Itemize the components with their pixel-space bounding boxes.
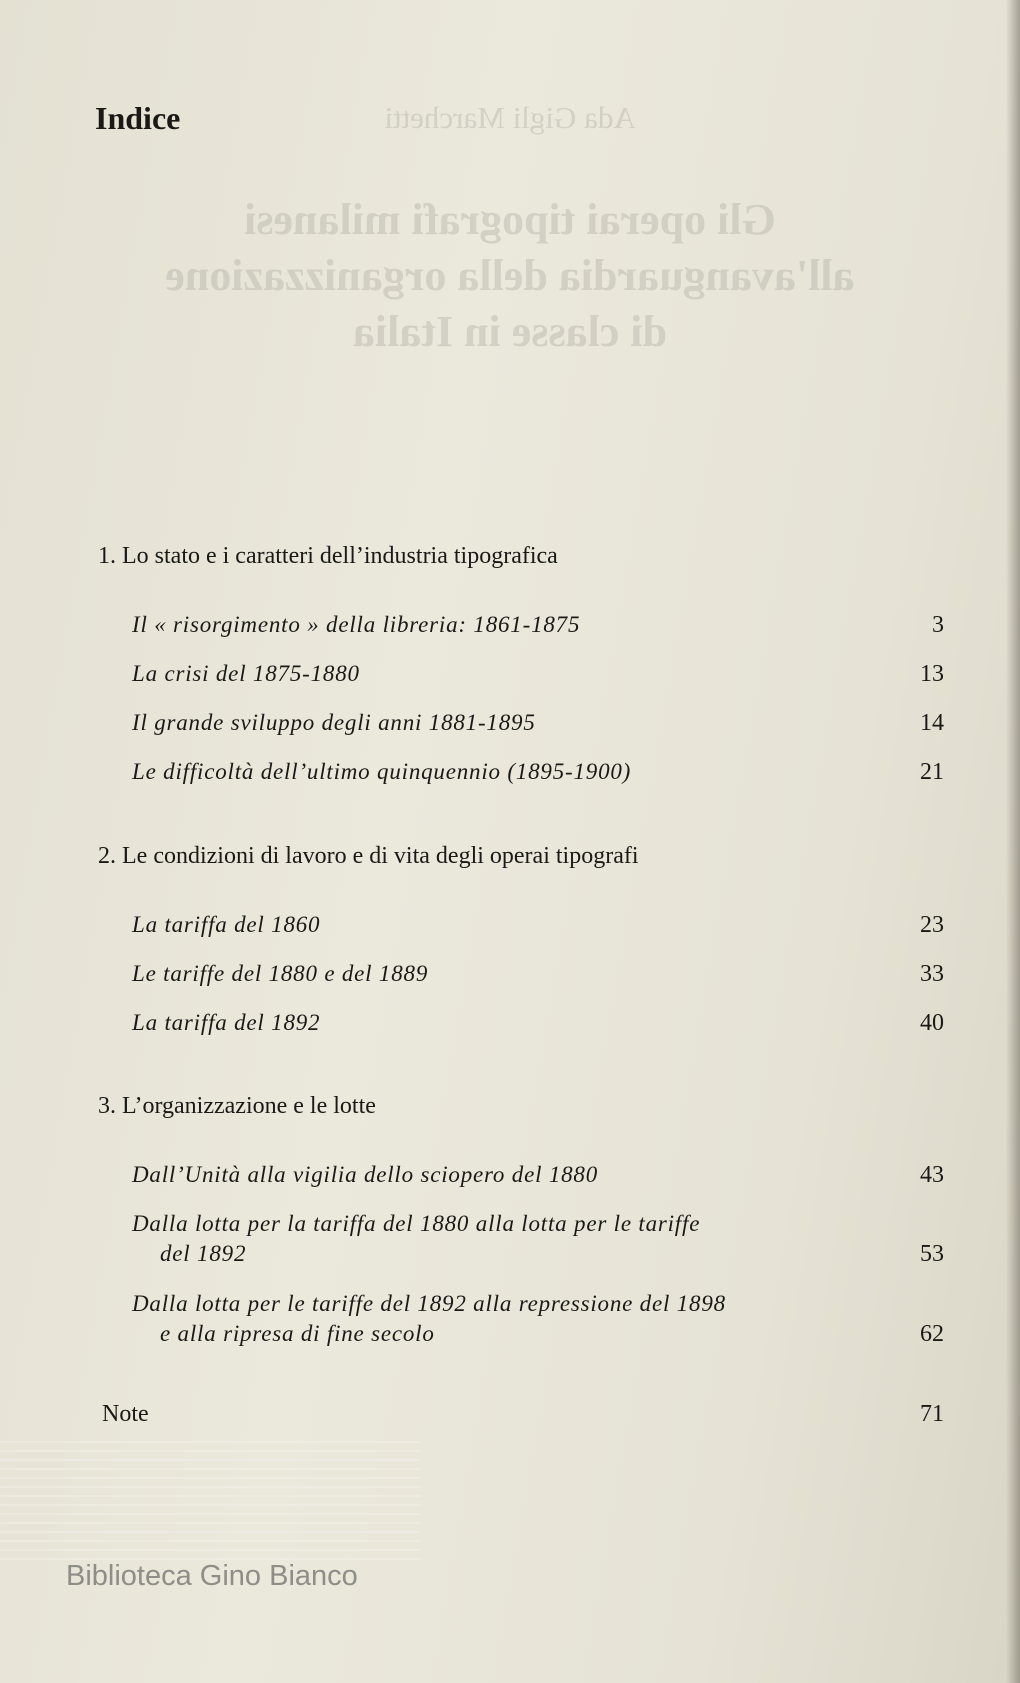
page-edge-shadow xyxy=(1006,0,1020,1683)
ghost-author: Ada Gigli Marchetti xyxy=(384,100,636,135)
toc-entry[interactable] xyxy=(132,959,944,989)
toc-entry-title: La tariffa del 1892 xyxy=(132,1010,321,1035)
toc-entry-title: Dalla lotta per la tariffa del 1880 alla lotta per le tariffe xyxy=(132,1211,701,1236)
toc-entry-page: 14 xyxy=(920,710,944,736)
toc-entry-page: 33 xyxy=(920,961,944,987)
toc-entry[interactable] xyxy=(132,1289,944,1349)
page-title: Indice xyxy=(95,100,181,136)
toc-entry[interactable] xyxy=(132,1160,944,1190)
toc-entry-title: La tariffa del 1860 xyxy=(132,912,321,937)
toc-entry-page: 43 xyxy=(920,1162,944,1188)
toc-entry-title: Il « risorgimento » della libreria: 1861-1875 xyxy=(132,612,581,637)
toc-entry[interactable] xyxy=(132,610,944,640)
toc-entry-title: Le tariffe del 1880 e del 1889 xyxy=(132,961,429,986)
toc-entry-page: 40 xyxy=(920,1010,944,1036)
toc-entry[interactable] xyxy=(132,910,944,940)
ghost-title: Gli operai tipografi milanesi all'avanguardia della organizzazione di classe in Italia xyxy=(165,195,855,356)
toc-entry-title: Il grande sviluppo degli anni 1881-1895 xyxy=(132,710,536,735)
toc-entry[interactable] xyxy=(132,708,944,738)
toc-entry-page: 62 xyxy=(920,1321,944,1347)
toc-entry-page: 23 xyxy=(920,912,944,938)
section-heading-1: 1. Lo stato e i caratteri dell’industria tipografica xyxy=(98,543,558,569)
toc-entry-page: 53 xyxy=(920,1241,944,1267)
toc-entry-page: 21 xyxy=(920,759,944,785)
toc-entry-title: Dalla lotta per le tariffe del 1892 alla repressione del 1898 xyxy=(132,1291,726,1316)
toc-entry[interactable] xyxy=(132,1209,944,1269)
toc-entry-notes[interactable] xyxy=(102,1401,944,1428)
toc-entry-title: Dall’Unità alla vigilia dello sciopero del 1880 xyxy=(132,1162,599,1187)
section-heading-2: 2. Le condizioni di lavoro e di vita degli operai tipografi xyxy=(98,843,639,869)
notes-page: 71 xyxy=(920,1401,944,1427)
paper-texture xyxy=(0,1440,420,1560)
toc-entry-page: 3 xyxy=(932,612,944,638)
toc-entry[interactable] xyxy=(132,757,944,787)
toc-entry-page: 13 xyxy=(920,661,944,687)
toc-entry-title-cont: del 1892 xyxy=(160,1241,247,1266)
library-watermark: Biblioteca Gino Bianco xyxy=(66,1560,358,1592)
toc-entry[interactable] xyxy=(132,1008,944,1038)
section-heading-3: 3. L’organizzazione e le lotte xyxy=(98,1093,376,1119)
notes-label: Note xyxy=(102,1401,149,1427)
toc-entry-title-cont: e alla ripresa di fine secolo xyxy=(160,1321,435,1346)
toc-entry-title: Le difficoltà dell’ultimo quinquennio (1895-1900) xyxy=(132,759,632,784)
toc-entry[interactable] xyxy=(132,659,944,689)
toc-entry-title: La crisi del 1875-1880 xyxy=(132,661,360,686)
